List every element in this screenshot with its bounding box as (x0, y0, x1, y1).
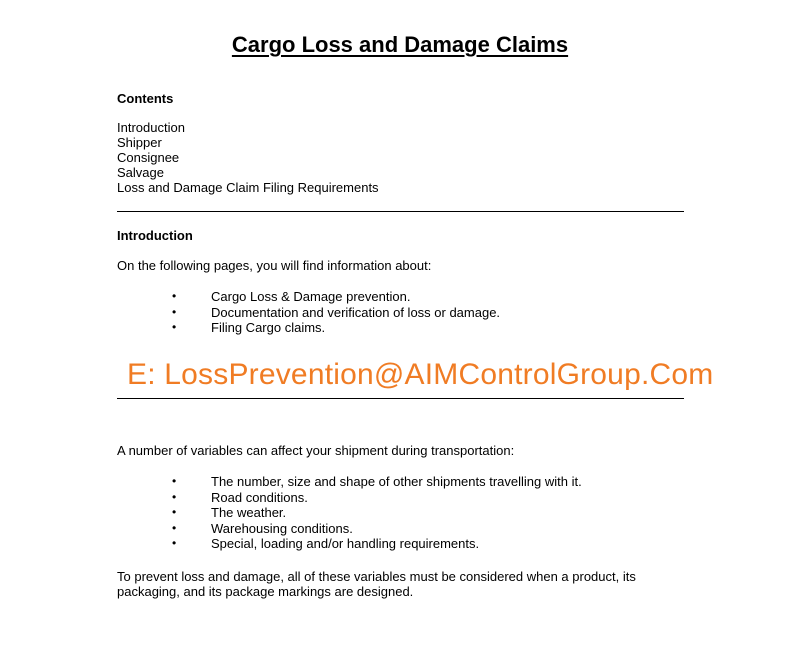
contents-list (117, 120, 379, 195)
contents-item-filing-requirements: Loss and Damage Claim Filing Requirements (117, 180, 379, 195)
bullet-icon: • (172, 304, 177, 319)
page-title: Cargo Loss and Damage Claims (231, 32, 569, 57)
bullet-icon: • (172, 536, 177, 550)
bullet-icon: • (172, 489, 177, 504)
introduction-lead: On the following pages, you will find information about: (117, 258, 432, 273)
variables-lead: A number of variables can affect your shipment during transportation: (117, 443, 515, 458)
contents-item-consignee: Consignee (117, 150, 180, 165)
bullet-text: Road conditions. (211, 489, 308, 505)
closing-paragraph-line-2: packaging, and its package markings are designed. (117, 584, 414, 599)
bullet-text: Special, loading and/or handling requirements. (211, 536, 480, 551)
section-divider (117, 211, 684, 212)
bullet-text: Cargo Loss & Damage prevention. (211, 289, 411, 304)
contents-item-salvage: Salvage (117, 165, 164, 180)
contact-email-watermark: E: LossPrevention@AIMControlGroup.Com (127, 358, 714, 391)
contents-item-shipper: Shipper (117, 135, 162, 150)
bullet-icon: • (172, 289, 177, 303)
bullet-text: Documentation and verification of loss or damage. (211, 304, 501, 320)
contents-heading: Contents (117, 91, 174, 106)
introduction-heading: Introduction (117, 228, 193, 243)
bullet-text: The weather. (211, 505, 287, 520)
closing-paragraph-line-1: To prevent loss and damage, all of these variables must be considered when a product, its (117, 569, 636, 584)
bullet-icon: • (172, 505, 177, 519)
bullet-text: The number, size and shape of other shipments travelling with it. (211, 474, 582, 489)
bullet-icon: • (172, 320, 177, 334)
contents-item-introduction: Introduction (117, 120, 185, 135)
bullet-text: Warehousing conditions. (211, 520, 353, 536)
bullet-text: Filing Cargo claims. (211, 320, 326, 335)
bullet-icon: • (172, 474, 177, 488)
section-divider (117, 398, 684, 399)
bullet-icon: • (172, 520, 177, 535)
